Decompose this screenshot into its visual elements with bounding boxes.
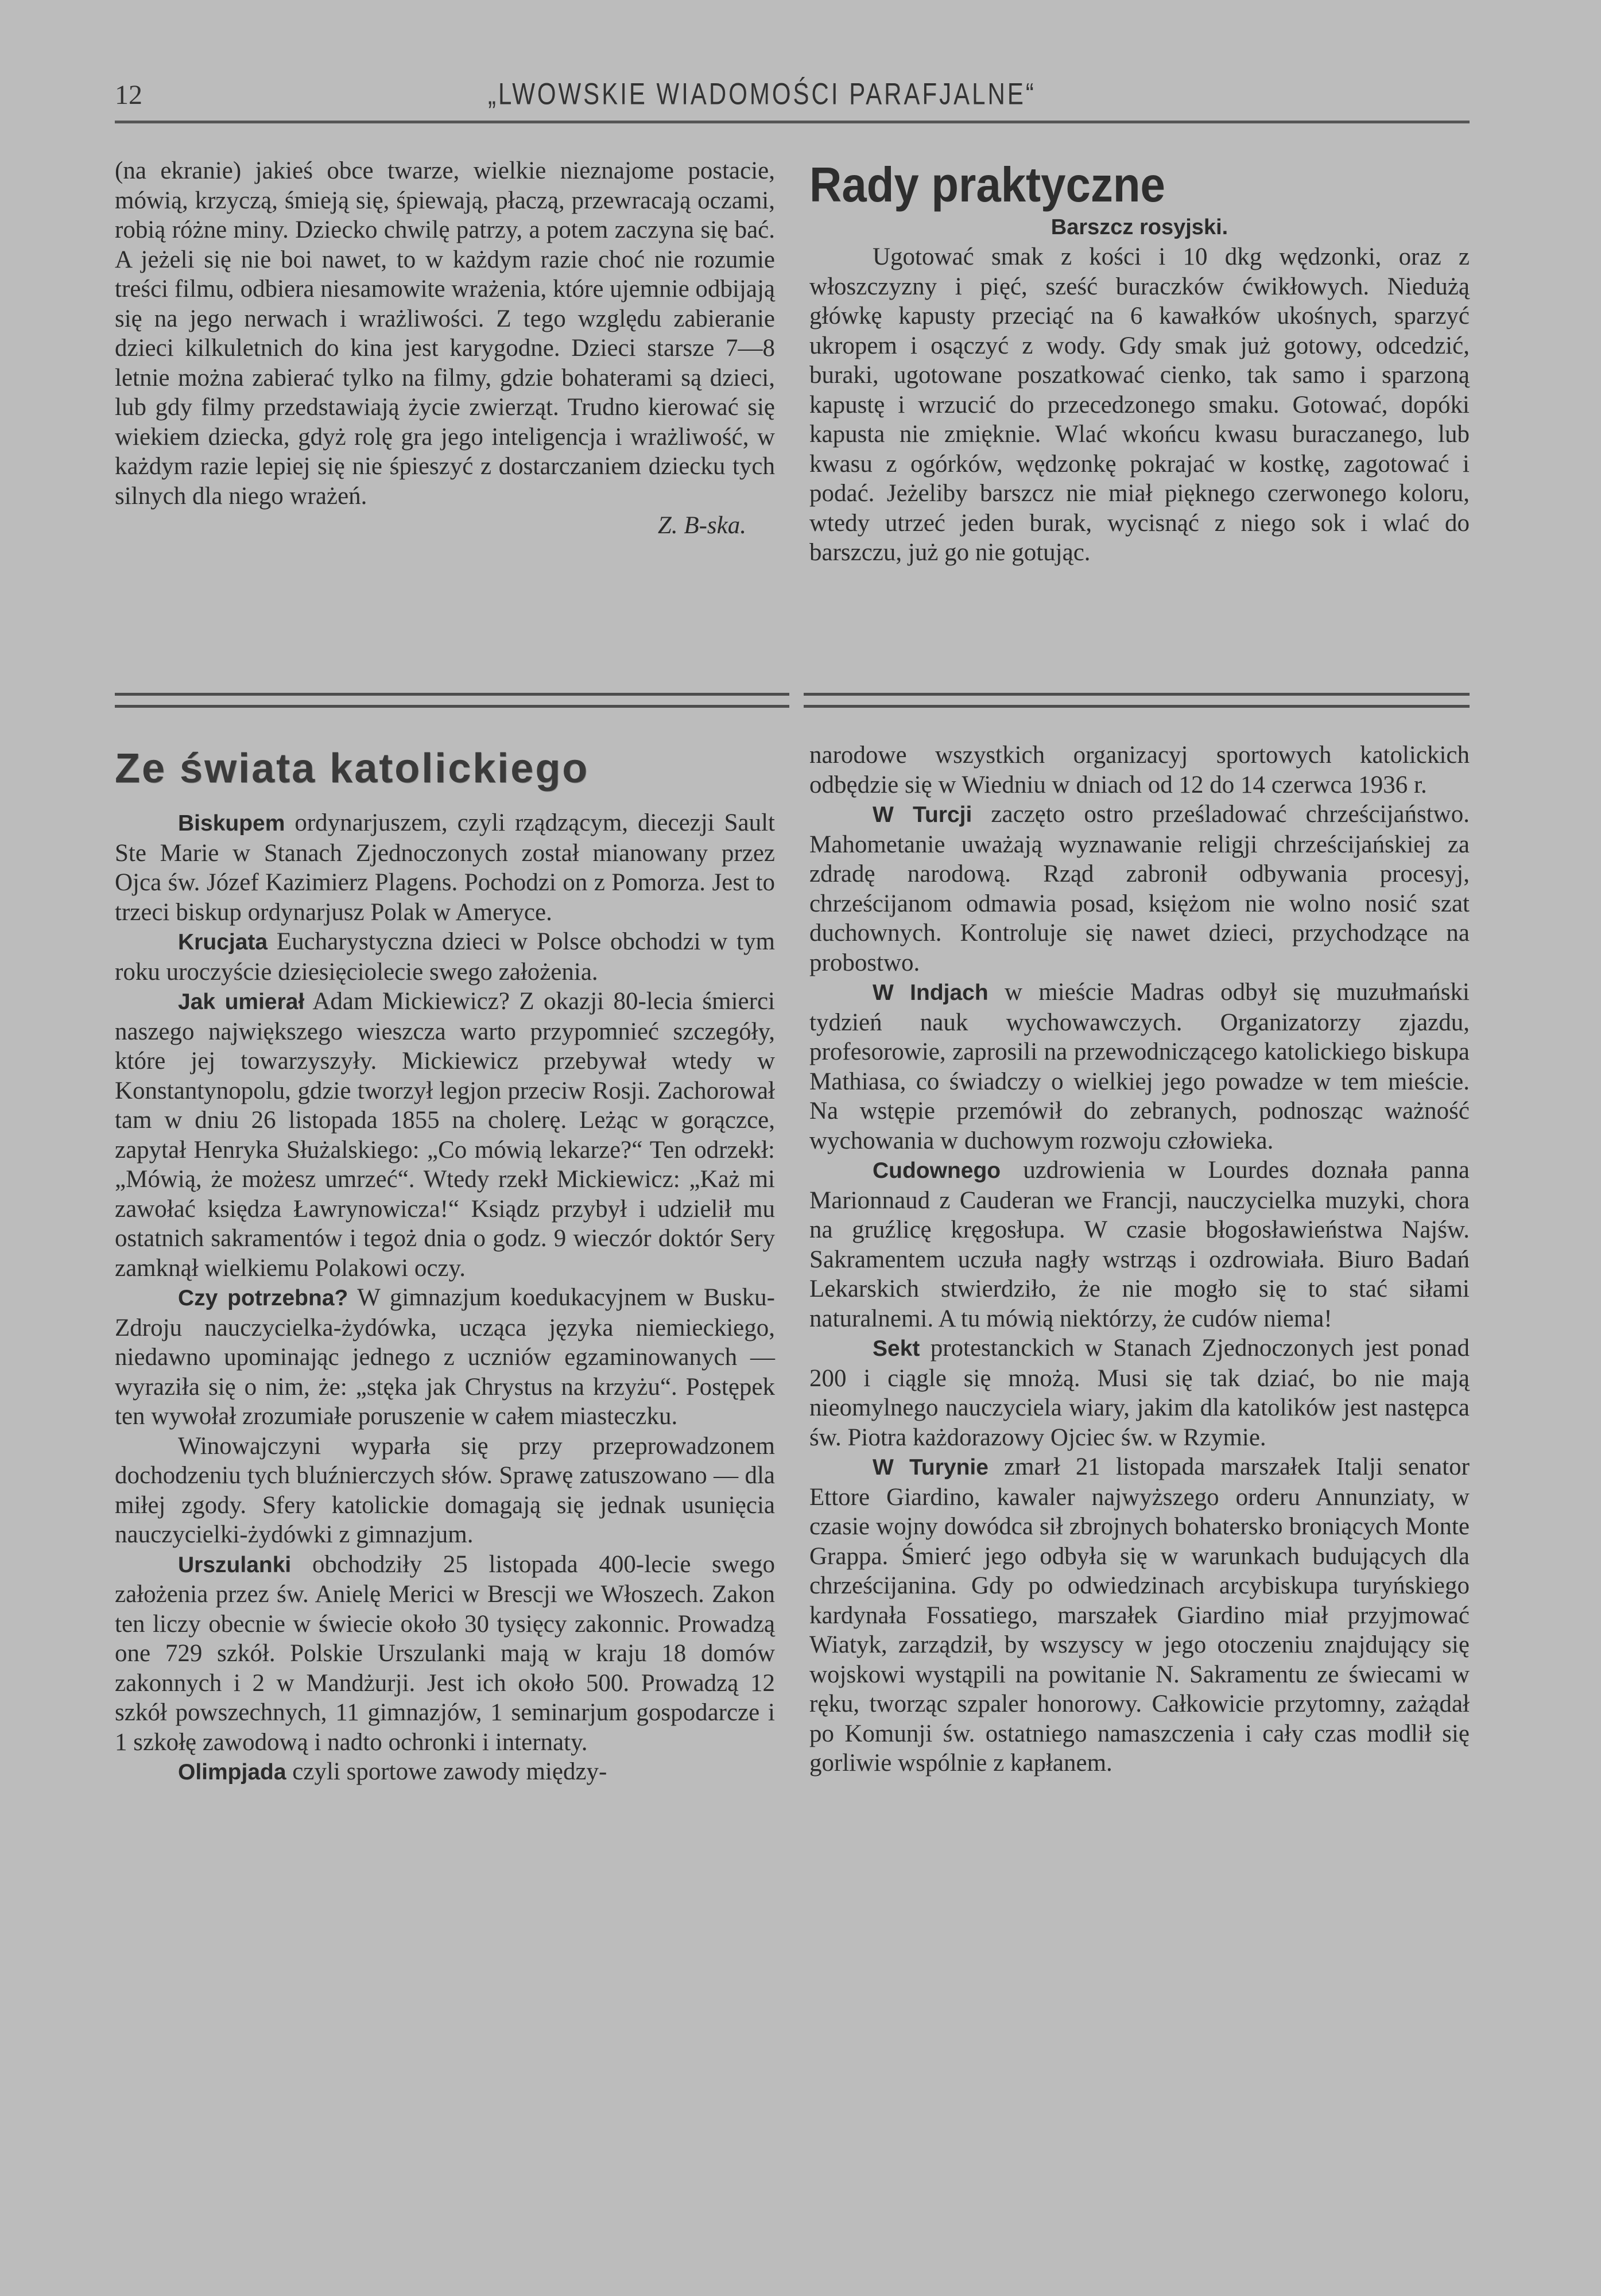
section-divider-left (115, 693, 789, 708)
news-item-lead: Cudownego (873, 1158, 1001, 1183)
news-item-text: obchodziły 25 listopada 400-lecie swego założenia przez św. Anielę Merici w Brescji we Włoszech. Zakon ten liczy obecnie w świecie około 30 tysięcy zakonnic. Prowadzą one 729 szkół. Polskie Urszulanki mają w kraju 18 domów zakonnych i 2 w Mandżurji. Jest ich około 500. Prowadzą 12 szkół powszechnych, 11 gimnazjów, 1 seminarjum gospodarcze i 1 szkołę zawodową i nadto ochronki i internaty. (115, 1550, 775, 1756)
news-item (809, 1452, 1470, 1778)
news-item-text: Winowajczyni wyparła się przy przeprowadzonem dochodzeniu tych bluźnierczych słów. Sprawę zatuszowano — dla miłej zgody. Sfery katolickie domagają się jednak usunięcia nauczycielki-żydówki z gimnazjum. (115, 1432, 775, 1548)
recipe-text: Ugotować smak z kości i 10 dkg wędzonki, oraz z włoszczyzny i pięć, sześć buraczków ćwikłowych. Niedużą główkę kapusty przeciąć na 6 kawałków ukośnych, sparzyć ukropem i osączyć z wody. Gdy smak już gotowy, odcedzić, buraki, ugotowane poszatkować cienko, tak samo i sparzoną kapustę i wrzucić do przecedzonego smaku. Gotować, dopóki kapusta nie zmięknie. Wlać wkońcu kwasu buraczanego, lub kwasu z ogórków, wędzonkę pokrajać w kostkę, zagotować i podać. Jeżeliby barszcz nie miał pięknego czerwonego koloru, wtedy utrzeć jeden burak, wycisnąć z niego sok i wlać do barszczu, już go nie gotując. (809, 243, 1470, 566)
news-item (115, 1757, 775, 1787)
news-item-lead: Czy potrzebna? (178, 1286, 348, 1310)
news-item (809, 800, 1470, 978)
news-item-text: czyli sportowe zawody między- (286, 1758, 607, 1785)
section-title-catholic-world: Ze świata katolickiego (115, 746, 590, 792)
news-item-lead: W Turcji (873, 802, 972, 827)
news-item-lead: Olimpjada (178, 1760, 286, 1785)
news-item (115, 1550, 775, 1758)
section-catholic-world-left (115, 744, 775, 1787)
news-item-text: zmarł 21 listopada marszałek Italji senator Ettore Giardino, kawaler najwyższego orderu Annunziaty, w czasie wojny dowódca sił zbrojnych bohatersko broniących Monte Grappa. Śmierć jego odbyła się w warunkach budujących dla chrześcijanina. Gdy po odwiedzinach arcybiskupa turyńskiego kardynała Fossatiego, marszałek Giardino miał przyjmować Wiatyk, zarządził, by wszyscy w jego otoczeniu znajdujący się wojskowi wystąpili na powitanie N. Sakramentu ze świecami w ręku, tworząc szpaler honorowy. Całkowicie przytomny, zażądał po Komunji św. ostatniego namaszczenia i cały czas modlił się gorliwie wspólnie z kapłanem. (809, 1453, 1470, 1777)
news-item-text: Adam Mickiewicz? Z okazji 80-lecia śmierci naszego największego wieszcza warto przypomnieć szczegóły, które jej towarzyszyły. Mickiewicz przebywał wtedy w Konstantynopolu, gdzie tworzył legjon przeciw Rosji. Zachorował tam w dniu 26 listopada 1855 na cholerę. Leżąc w gorączce, zapytał Henryka Służalskiego: „Co mówią lekarze?“ Ten odrzekł: „Mówią, że możesz umrzeć“. Wtedy rzekł Mickiewicz: „Każ mi zawołać księdza Ławrynowicza!“ Ksiądz przybył i udzielił mu ostatnich sakramentów i tegoż dnia o godz. 9 wieczór doktór Sery zamknął wielkiemu Polakowi oczy. (115, 988, 775, 1282)
section-divider-right (804, 693, 1470, 708)
section-practical-tips (809, 156, 1470, 568)
news-item-lead: Biskupem (178, 811, 285, 836)
news-item-text: Eucharystyczna dzieci w Polsce obchodzi w tym roku uroczyście dziesięciolecie swego założenia. (115, 928, 775, 986)
news-item-lead: Krucjata (178, 930, 268, 955)
news-item-lead: Jak umierał (178, 990, 305, 1014)
news-item (115, 1432, 775, 1550)
news-item-text: w mieście Madras odbył się muzułmański tydzień nauk wychowawczych. Organizatorzy zjazdu, profesorowie, zaprosili na przewodniczącego katolickiego biskupa Mathiasa, co świadczy o wielkiej jego powadze w tem mieście. Na wstępie przemówił do zebranych, podnosząc ważność wychowania w duchowym rozwoju człowieka. (809, 979, 1470, 1154)
news-item-lead: Sekt (873, 1336, 920, 1361)
header-rule (115, 121, 1470, 123)
news-item (809, 1333, 1470, 1452)
news-item-lead: W Turynie (873, 1455, 988, 1480)
recipe-title: Barszcz rosyjski. (1050, 215, 1228, 239)
page-number: 12 (115, 80, 142, 110)
running-title: „LWOWSKIE WIADOMOŚCI PARAFJALNE“ (488, 77, 1036, 111)
section-catholic-world-right (809, 740, 1470, 1778)
page-header (115, 75, 1470, 126)
news-item-text: uzdrowienia w Lourdes doznała panna Marionnaud z Cauderan we Francji, nauczycielka muzyki, chora na gruźlicę kręgosłupa. W czasie błogosławieństwa Najśw. Sakramentem uczuła nagły wstrząs i ozdrowiała. Biuro Badań Lekarskich stwierdziło, że nie mogło się to stać siłami naturalnemi. A tu mówią niektórzy, że cudów niema! (809, 1157, 1470, 1332)
news-item-continuation: narodowe wszystkich organizacyj sportowych katolickich odbędzie się w Wiedniu w dniach od 12 do 14 czerwca 1936 r. (809, 742, 1470, 798)
news-item-text: ordynarjuszem, czyli rządzącym, diecezji Sault Ste Marie w Stanach Zjednoczonych został mianowany przez Ojca św. Józef Kazimierz Plagens. Pochodzi on z Pomorza. Jest to trzeci biskup ordynarjusz Polak w Ameryce. (115, 809, 775, 926)
news-item (809, 978, 1470, 1155)
news-item (115, 808, 775, 927)
news-item-text: protestanckich w Stanach Zjednoczonych jest ponad 200 i ciągle się mnożą. Musi się tak dziać, bo nie mają nieomylnego nauczyciela wiary, jakim dla katolików jest następca św. Piotra każdorazowy Ojciec św. w Rzymie. (809, 1335, 1470, 1451)
article-cinema (115, 156, 775, 541)
article-cinema-text: (na ekranie) jakieś obce twarze, wielkie nieznajome postacie, mówią, krzyczą, śmieją się, śpiewają, płaczą, przewracają oczami, robią różne miny. Dziecko chwilę patrzy, a potem zaczyna się bać. A jeżeli się nie boi nawet, to w każdym razie choć nie rozumie treści filmu, odbiera niesamowite wrażenia, które ujemnie odbijają się na jego nerwach i wrażliwości. Z tego względu zabieranie dzieci kilkuletnich do kina jest karygodne. Dzieci starsze 7—8 letnie można zabierać tylko na filmy, gdzie bohaterami są dzieci, lub gdy filmy przedstawiają życie zwierząt. Trudno kierować się wiekiem dziecka, gdyż rolę gra jego inteligencja i wrażliwość, w każdym razie lepiej się nie śpieszyć z dostarczaniem dziecku tych silnych dla niego wrażeń. (115, 157, 775, 510)
news-item (115, 987, 775, 1283)
news-item-text: W gimnazjum koedukacyjnem w Busku-Zdroju nauczycielka-żydówka, ucząca języka niemieckiego, niedawno upominając jednego z uczniów egzaminowanych — wyraziła się o nim, że: „stęka jak Chrystus na krzyżu“. Postępek ten wywołał zrozumiałe poruszenie w całem miasteczku. (115, 1284, 775, 1430)
news-item-lead: W Indjach (873, 980, 988, 1005)
article-signature: Z. B-ska. (657, 512, 746, 539)
news-item-text: zaczęto ostro prześladować chrześcijaństwo. Mahometanie uważają wyznawanie religji chrześcijańskiej za zdradę narodową. Rząd zabronił odbywania procesyj, chrześcijanom odmawia posad, księżom nie wolno nosić szat duchownych. Kontroluje się nawet dzieci, przychodzące na probostwo. (809, 801, 1470, 976)
news-item (115, 1283, 775, 1432)
section-title-practical-tips: Rady praktyczne (809, 157, 1165, 212)
news-item (115, 927, 775, 987)
news-item (809, 1155, 1470, 1333)
news-item-lead: Urszulanki (178, 1552, 292, 1577)
